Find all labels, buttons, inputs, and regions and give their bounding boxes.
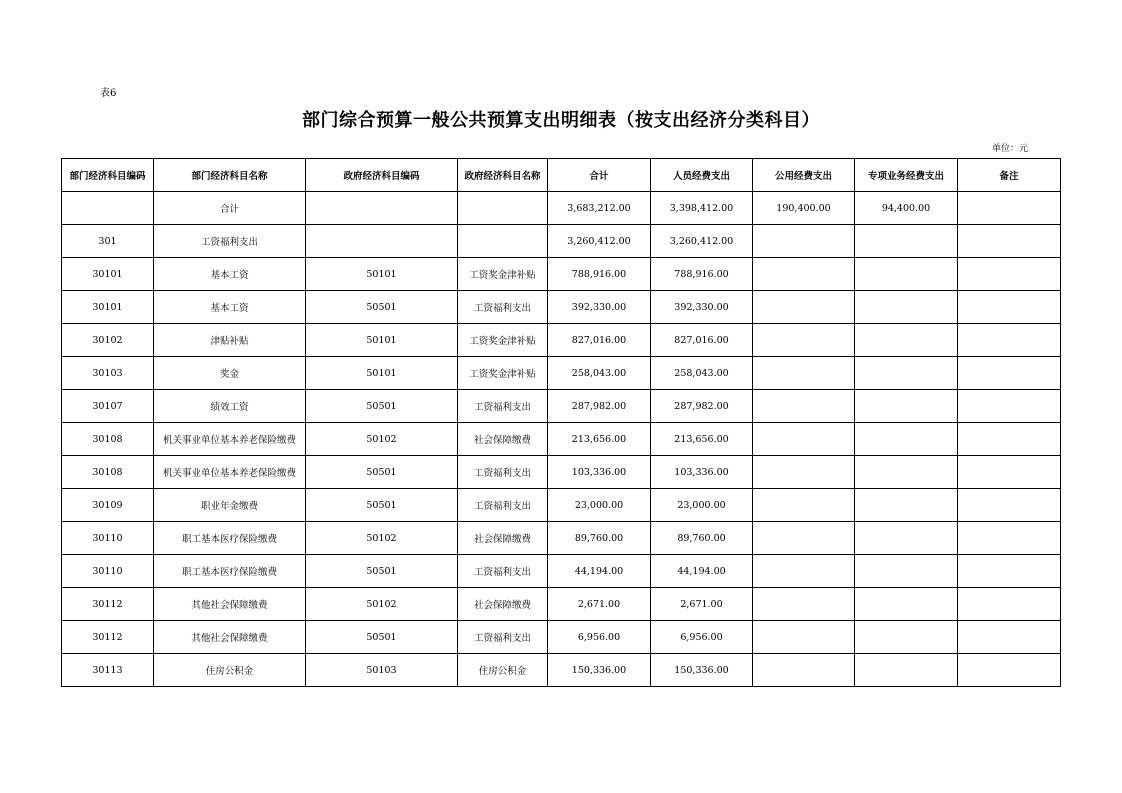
cell-gov-code: 50501 [306, 456, 458, 489]
cell-personnel: 6,956.00 [651, 621, 753, 654]
cell-public [753, 423, 855, 456]
cell-total: 392,330.00 [548, 291, 651, 324]
cell-gov-code: 50102 [306, 423, 458, 456]
cell-special [855, 423, 958, 456]
cell-public [753, 291, 855, 324]
table-row [62, 357, 1061, 390]
cell-public [753, 456, 855, 489]
cell-personnel: 23,000.00 [651, 489, 753, 522]
col-header-total: 合计 [548, 159, 651, 192]
cell-special: 94,400.00 [855, 192, 958, 225]
table-row [62, 555, 1061, 588]
cell-special [855, 555, 958, 588]
cell-dept-name: 其他社会保障缴费 [154, 588, 306, 621]
cell-gov-code [306, 192, 458, 225]
cell-gov-code: 50101 [306, 357, 458, 390]
cell-special [855, 291, 958, 324]
cell-personnel: 213,656.00 [651, 423, 753, 456]
cell-special [855, 357, 958, 390]
cell-remark [958, 225, 1061, 258]
cell-total: 827,016.00 [548, 324, 651, 357]
budget-detail-table [61, 158, 1061, 687]
cell-total: 213,656.00 [548, 423, 651, 456]
cell-dept-code [62, 192, 154, 225]
cell-dept-code: 30101 [62, 291, 154, 324]
cell-dept-name: 职工基本医疗保险缴费 [154, 555, 306, 588]
cell-gov-code: 50501 [306, 489, 458, 522]
cell-total: 6,956.00 [548, 621, 651, 654]
cell-total: 258,043.00 [548, 357, 651, 390]
cell-remark [958, 357, 1061, 390]
cell-total: 287,982.00 [548, 390, 651, 423]
cell-gov-code: 50501 [306, 390, 458, 423]
cell-dept-code: 30109 [62, 489, 154, 522]
cell-personnel: 44,194.00 [651, 555, 753, 588]
table-row [62, 423, 1061, 456]
cell-dept-code: 301 [62, 225, 154, 258]
col-header-public: 公用经费支出 [753, 159, 855, 192]
cell-gov-name: 工资奖金津补贴 [458, 324, 548, 357]
col-header-special: 专项业务经费支出 [855, 159, 958, 192]
table-row [62, 456, 1061, 489]
table-row [62, 258, 1061, 291]
cell-special [855, 456, 958, 489]
cell-public [753, 489, 855, 522]
cell-total: 23,000.00 [548, 489, 651, 522]
cell-personnel: 788,916.00 [651, 258, 753, 291]
col-header-gov-code: 政府经济科目编码 [306, 159, 458, 192]
cell-public [753, 324, 855, 357]
cell-gov-name: 工资福利支出 [458, 291, 548, 324]
col-header-dept-name: 部门经济科目名称 [154, 159, 306, 192]
table-row [62, 192, 1061, 225]
cell-total: 89,760.00 [548, 522, 651, 555]
cell-special [855, 654, 958, 687]
cell-gov-name: 工资福利支出 [458, 555, 548, 588]
page-title: 部门综合预算一般公共预算支出明细表（按支出经济分类科目） [302, 110, 820, 131]
cell-dept-code: 30102 [62, 324, 154, 357]
table-row [62, 324, 1061, 357]
cell-remark [958, 654, 1061, 687]
cell-remark [958, 588, 1061, 621]
cell-dept-name: 职工基本医疗保险缴费 [154, 522, 306, 555]
cell-public [753, 357, 855, 390]
cell-gov-name: 工资奖金津补贴 [458, 357, 548, 390]
cell-gov-code: 50101 [306, 258, 458, 291]
table-row [62, 489, 1061, 522]
table-header-row [62, 159, 1061, 192]
cell-personnel: 103,336.00 [651, 456, 753, 489]
cell-dept-name: 其他社会保障缴费 [154, 621, 306, 654]
cell-public [753, 390, 855, 423]
cell-dept-code: 30110 [62, 555, 154, 588]
cell-total: 103,336.00 [548, 456, 651, 489]
cell-dept-name: 津贴补贴 [154, 324, 306, 357]
cell-personnel: 2,671.00 [651, 588, 753, 621]
cell-remark [958, 489, 1061, 522]
cell-special [855, 390, 958, 423]
cell-gov-name: 社会保障缴费 [458, 522, 548, 555]
cell-total: 2,671.00 [548, 588, 651, 621]
cell-remark [958, 192, 1061, 225]
cell-personnel: 258,043.00 [651, 357, 753, 390]
cell-remark [958, 621, 1061, 654]
cell-gov-name: 工资福利支出 [458, 456, 548, 489]
col-header-dept-code: 部门经济科目编码 [62, 159, 154, 192]
cell-personnel: 287,982.00 [651, 390, 753, 423]
cell-public [753, 654, 855, 687]
cell-special [855, 588, 958, 621]
table-row [62, 522, 1061, 555]
cell-dept-name: 机关事业单位基本养老保险缴费 [154, 423, 306, 456]
cell-total: 150,336.00 [548, 654, 651, 687]
table-row [62, 621, 1061, 654]
cell-total: 3,260,412.00 [548, 225, 651, 258]
cell-public [753, 588, 855, 621]
cell-dept-name: 基本工资 [154, 291, 306, 324]
unit-label: 单位：元 [991, 144, 1028, 154]
cell-dept-code: 30110 [62, 522, 154, 555]
cell-gov-code: 50102 [306, 588, 458, 621]
cell-special [855, 489, 958, 522]
cell-remark [958, 258, 1061, 291]
table-row [62, 654, 1061, 687]
cell-personnel: 89,760.00 [651, 522, 753, 555]
cell-personnel: 827,016.00 [651, 324, 753, 357]
cell-personnel: 3,398,412.00 [651, 192, 753, 225]
cell-dept-code: 30108 [62, 423, 154, 456]
cell-total: 3,683,212.00 [548, 192, 651, 225]
cell-remark [958, 555, 1061, 588]
cell-dept-name: 绩效工资 [154, 390, 306, 423]
cell-personnel: 392,330.00 [651, 291, 753, 324]
table-row [62, 291, 1061, 324]
cell-remark [958, 423, 1061, 456]
cell-dept-name: 住房公积金 [154, 654, 306, 687]
cell-dept-code: 30112 [62, 621, 154, 654]
cell-public [753, 621, 855, 654]
cell-gov-code: 50101 [306, 324, 458, 357]
cell-gov-name: 工资福利支出 [458, 621, 548, 654]
cell-gov-name [458, 192, 548, 225]
cell-remark [958, 390, 1061, 423]
cell-dept-name: 基本工资 [154, 258, 306, 291]
cell-dept-code: 30103 [62, 357, 154, 390]
cell-dept-name: 合计 [154, 192, 306, 225]
cell-remark [958, 456, 1061, 489]
cell-dept-code: 30101 [62, 258, 154, 291]
cell-total: 44,194.00 [548, 555, 651, 588]
cell-gov-code [306, 225, 458, 258]
cell-gov-code: 50501 [306, 621, 458, 654]
cell-public [753, 258, 855, 291]
cell-gov-name: 工资奖金津补贴 [458, 258, 548, 291]
cell-gov-code: 50103 [306, 654, 458, 687]
cell-special [855, 258, 958, 291]
cell-gov-code: 50102 [306, 522, 458, 555]
cell-public: 190,400.00 [753, 192, 855, 225]
cell-dept-code: 30107 [62, 390, 154, 423]
cell-dept-name: 职业年金缴费 [154, 489, 306, 522]
cell-special [855, 621, 958, 654]
cell-gov-name: 住房公积金 [458, 654, 548, 687]
cell-dept-code: 30108 [62, 456, 154, 489]
cell-personnel: 150,336.00 [651, 654, 753, 687]
cell-dept-name: 机关事业单位基本养老保险缴费 [154, 456, 306, 489]
cell-gov-code: 50501 [306, 555, 458, 588]
cell-dept-name: 工资福利支出 [154, 225, 306, 258]
cell-public [753, 555, 855, 588]
table-number-label: 表6 [100, 88, 117, 99]
cell-dept-code: 30112 [62, 588, 154, 621]
cell-gov-name: 社会保障缴费 [458, 588, 548, 621]
cell-public [753, 522, 855, 555]
cell-dept-code: 30113 [62, 654, 154, 687]
col-header-remark: 备注 [958, 159, 1061, 192]
table-row [62, 390, 1061, 423]
cell-dept-name: 奖金 [154, 357, 306, 390]
col-header-personnel: 人员经费支出 [651, 159, 753, 192]
cell-gov-code: 50501 [306, 291, 458, 324]
cell-remark [958, 291, 1061, 324]
cell-special [855, 324, 958, 357]
table-row [62, 225, 1061, 258]
cell-gov-name: 工资福利支出 [458, 489, 548, 522]
table-row [62, 588, 1061, 621]
cell-remark [958, 522, 1061, 555]
col-header-gov-name: 政府经济科目名称 [458, 159, 548, 192]
cell-gov-name: 社会保障缴费 [458, 423, 548, 456]
cell-remark [958, 324, 1061, 357]
cell-gov-name [458, 225, 548, 258]
cell-special [855, 522, 958, 555]
cell-personnel: 3,260,412.00 [651, 225, 753, 258]
cell-public [753, 225, 855, 258]
cell-total: 788,916.00 [548, 258, 651, 291]
cell-gov-name: 工资福利支出 [458, 390, 548, 423]
cell-special [855, 225, 958, 258]
